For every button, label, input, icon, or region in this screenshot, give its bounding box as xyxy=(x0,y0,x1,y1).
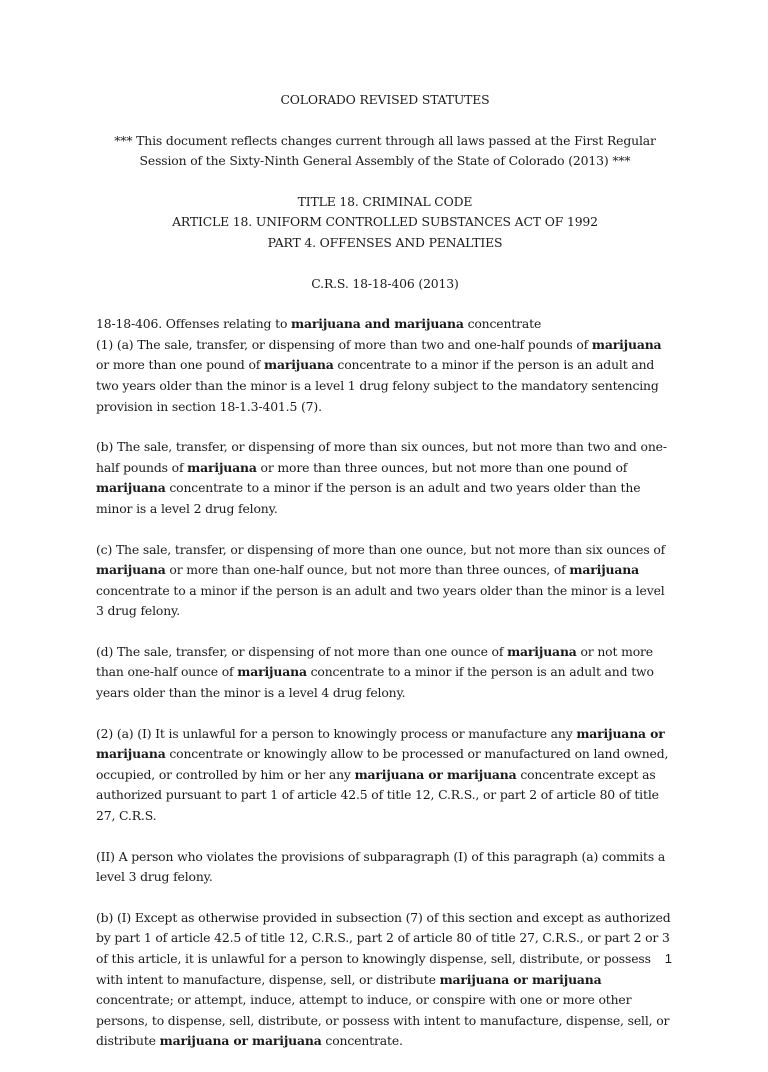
text-run: or more than one-half ounce, but not more than three ounces, of xyxy=(165,562,570,578)
paragraph-2a xyxy=(96,724,674,827)
paragraph-2b xyxy=(96,908,674,1052)
text-run: concentrate. xyxy=(321,1033,403,1049)
paragraph-2a-ii: (II) A person who violates the provisions of subparagraph (I) of this paragraph (a) commits a level 3 drug felony. xyxy=(96,848,666,885)
article-line: ARTICLE 18. UNIFORM CONTROLLED SUBSTANCES ACT OF 1992 xyxy=(172,214,598,230)
paragraph-1a xyxy=(96,335,674,417)
currency-note: *** This document reflects changes current through all laws passed at the First Regular Session of the Sixty-Ninth General Assembly of the State of Colorado (2013) *** xyxy=(114,132,656,169)
text-run: (b) (I) Except as otherwise provided in subsection (7) of this section and except as authorized by part 1 of article 42.5 of title 12, C.R.S., part 2 of article 80 of title 27, C.R.S., or part 2 or 3 of this article, it is unlawful for a person to knowingly dispense, sell, distribute, or possess with intent to manufacture, dispense, sell, or distribute xyxy=(96,909,671,987)
text-run: concentrate or knowingly allow to be processed or manufactured on land owned, occupied, or controlled by him or her any xyxy=(96,746,669,782)
document-title: COLORADO REVISED STATUTES xyxy=(280,92,490,107)
text-run: concentrate to a minor if the person is an adult and two years older than the minor is a level 1 drug felony subject to the mandatory sentencing provision in section 18-1.3-401.5 (7). xyxy=(96,357,659,414)
text-run: or more than three ounces, but not more than one pound of xyxy=(256,459,628,475)
heading-prefix: 18-18-406. Offenses relating to xyxy=(96,316,292,332)
text-run: concentrate; or attempt, induce, attempt to induce, or conspire with one or more other persons, to dispense, sell, distribute, or possess with intent to manufacture, dispense, sell, or distribute xyxy=(96,992,670,1049)
paragraph-1c xyxy=(96,540,674,622)
text-run: (1) (a) The sale, transfer, or dispensing of more than two and one-half pounds of xyxy=(96,336,592,352)
bold-run: marijuana or marijuana xyxy=(96,725,665,762)
bold-run: marijuana xyxy=(264,357,334,373)
text-run: (d) The sale, transfer, or dispensing of not more than one ounce of xyxy=(96,643,508,659)
bold-run: marijuana xyxy=(591,336,662,352)
citation: C.R.S. 18-18-406 (2013) xyxy=(311,275,459,291)
text-run: concentrate to a minor if the person is an adult and two years older than the minor is a level 4 drug felony. xyxy=(96,664,654,701)
text-run: or more than one pound of xyxy=(96,357,265,373)
heading-bold: marijuana and marijuana xyxy=(291,316,464,332)
paragraph-1d xyxy=(96,642,674,704)
text-run: or not more than one-half ounce of xyxy=(96,643,653,680)
heading-suffix: concentrate xyxy=(463,316,542,332)
document-page xyxy=(96,90,674,1072)
text-run: (c) The sale, transfer, or dispensing of more than one ounce, but not more than six ounces of xyxy=(96,541,666,557)
bold-run: marijuana xyxy=(96,480,166,496)
bold-run: marijuana xyxy=(96,562,166,578)
text-run: concentrate except as authorized pursuant to part 1 of article 42.5 of title 12, C.R.S., or part 2 of article 80 of title 27, C.R.S. xyxy=(96,766,659,824)
bold-run: marijuana xyxy=(187,459,257,475)
section-heading xyxy=(96,314,674,335)
bold-run: marijuana or marijuana xyxy=(439,971,602,987)
part-line: PART 4. OFFENSES AND PENALTIES xyxy=(267,234,503,250)
text-run: concentrate to a minor if the person is an adult and two years older than the minor is a level 3 drug felony. xyxy=(96,582,665,619)
text-run: (2) (a) (I) It is unlawful for a person to knowingly process or manufacture any xyxy=(96,725,577,741)
bold-run: marijuana xyxy=(237,664,307,680)
text-run: (b) The sale, transfer, or dispensing of more than six ounces, but not more than two and one-half pounds of xyxy=(96,439,667,475)
bold-run: marijuana xyxy=(507,643,577,659)
title-line: TITLE 18. CRIMINAL CODE xyxy=(297,193,473,209)
page-number: 1 xyxy=(664,951,672,966)
bold-run: marijuana or marijuana xyxy=(159,1033,322,1049)
bold-run: marijuana xyxy=(569,562,640,578)
bold-run: marijuana or marijuana xyxy=(354,766,517,782)
paragraph-1b xyxy=(96,437,674,519)
text-run: concentrate to a minor if the person is an adult and two years older than the minor is a level 2 drug felony. xyxy=(96,480,641,516)
